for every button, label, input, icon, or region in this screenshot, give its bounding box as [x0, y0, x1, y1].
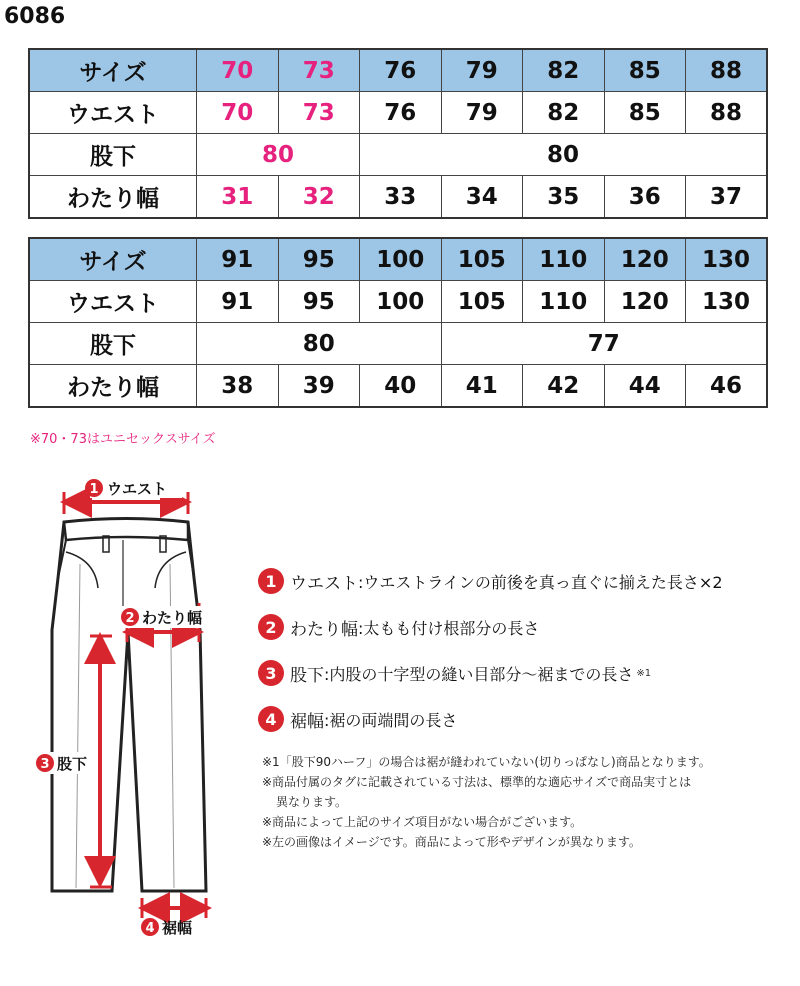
- definition-item: [258, 704, 788, 734]
- size-cell: 120: [604, 238, 686, 281]
- definition-description: :ウエストラインの前後を真っ直ぐに揃えた長さ×2: [358, 572, 723, 592]
- size-cell: 76: [360, 49, 442, 92]
- note-line: ※1「股下90ハーフ」の場合は裾が縫われていない(切りっぱなし)商品となります。: [262, 755, 711, 769]
- definition-item: [258, 612, 788, 642]
- size-cell: 70: [197, 49, 279, 92]
- size-table-2: [28, 237, 768, 408]
- size-cell: 110: [523, 238, 605, 281]
- definition-term: 股下: [290, 665, 324, 686]
- note-line: ※商品によって上記のサイズ項目がない場合がございます。: [262, 815, 583, 829]
- size-cell: 82: [523, 49, 605, 92]
- size-cell: 95: [278, 238, 360, 281]
- waist-cell: 120: [604, 281, 686, 323]
- inseam-row: [29, 134, 767, 176]
- waist-cell: 82: [523, 92, 605, 134]
- size-cell: 100: [360, 238, 442, 281]
- waist-measure: [64, 476, 188, 514]
- inseam-cell: 80: [197, 323, 442, 365]
- thigh-cell: 46: [686, 365, 768, 408]
- thigh-cell: 36: [604, 176, 686, 219]
- waist-cell: 73: [278, 92, 360, 134]
- size-cell: 105: [441, 238, 523, 281]
- thigh-cell: 37: [686, 176, 768, 219]
- definition-description: :内股の十字型の縫い目部分〜裾までの長さ: [324, 664, 634, 684]
- definition-item: [258, 566, 788, 596]
- definition-term: ウエスト: [290, 573, 358, 594]
- waist-row: [29, 92, 767, 134]
- row-label: サイズ: [29, 238, 197, 281]
- thigh-row: [29, 365, 767, 408]
- notes: [262, 752, 782, 852]
- thigh-cell: 34: [441, 176, 523, 219]
- thigh-cell: 39: [278, 365, 360, 408]
- number-badge-icon: 4: [258, 706, 284, 732]
- model-number: 6086: [4, 4, 66, 29]
- waist-cell: 91: [197, 281, 279, 323]
- thigh-cell: 32: [278, 176, 360, 219]
- waist-cell: 79: [441, 92, 523, 134]
- waist-cell: 130: [686, 281, 768, 323]
- hem-measure: [141, 898, 206, 937]
- size-row: [29, 238, 767, 281]
- definition-item: [258, 658, 788, 688]
- thigh-cell: 35: [523, 176, 605, 219]
- row-label: サイズ: [29, 49, 197, 92]
- inseam-label: 股下: [57, 755, 88, 773]
- thigh-cell: 41: [441, 365, 523, 408]
- definition-description: :裾の両端間の長さ: [324, 710, 458, 730]
- badge-1-number: 1: [89, 482, 99, 497]
- waist-cell: 70: [197, 92, 279, 134]
- size-cell: 91: [197, 238, 279, 281]
- note-line: ※商品付属のタグに記載されている寸法は、標準的な適応サイズで商品実寸とは: [262, 775, 692, 789]
- measurement-definitions: [258, 566, 788, 750]
- pants-diagram: [0, 460, 250, 986]
- size-table-1: [28, 48, 768, 219]
- waist-label: ウエスト: [107, 480, 168, 498]
- waist-cell: 110: [523, 281, 605, 323]
- waist-cell: 105: [441, 281, 523, 323]
- size-cell: 88: [686, 49, 768, 92]
- thigh-cell: 44: [604, 365, 686, 408]
- note-line: 異なります。: [276, 795, 348, 809]
- thigh-cell: 33: [360, 176, 442, 219]
- row-label: 股下: [29, 323, 197, 365]
- inseam-row: [29, 323, 767, 365]
- inseam-cell: 80: [197, 134, 360, 176]
- row-label: わたり幅: [29, 176, 197, 219]
- badge-4-number: 4: [145, 921, 155, 936]
- number-badge-icon: 2: [258, 614, 284, 640]
- waist-row: [29, 281, 767, 323]
- badge-2-number: 2: [125, 611, 135, 626]
- waist-cell: 76: [360, 92, 442, 134]
- size-row: [29, 49, 767, 92]
- size-cell: 79: [441, 49, 523, 92]
- size-cell: 73: [278, 49, 360, 92]
- thigh-cell: 42: [523, 365, 605, 408]
- hem-label: 裾幅: [162, 919, 193, 937]
- thigh-row: [29, 176, 767, 219]
- waist-cell: 88: [686, 92, 768, 134]
- thigh-cell: 38: [197, 365, 279, 408]
- thigh-cell: 40: [360, 365, 442, 408]
- row-label: ウエスト: [29, 92, 197, 134]
- inseam-cell: 77: [441, 323, 767, 365]
- pants-outline: [52, 519, 206, 892]
- definition-description: :太もも付け根部分の長さ: [358, 618, 540, 638]
- size-cell: 85: [604, 49, 686, 92]
- waist-cell: 85: [604, 92, 686, 134]
- size-cell: 130: [686, 238, 768, 281]
- number-badge-icon: 3: [258, 660, 284, 686]
- number-badge-icon: 1: [258, 568, 284, 594]
- inseam-cell: 80: [360, 134, 768, 176]
- definition-term: 裾幅: [290, 711, 324, 732]
- note-line: ※左の画像はイメージです。商品によって形やデザインが異なります。: [262, 835, 641, 849]
- waist-cell: 100: [360, 281, 442, 323]
- footnote-ref: ※1: [636, 667, 652, 679]
- definition-term: わたり幅: [290, 619, 358, 640]
- row-label: ウエスト: [29, 281, 197, 323]
- badge-3-number: 3: [40, 757, 50, 772]
- unisex-note: ※70・73はユニセックスサイズ: [30, 432, 216, 447]
- row-label: 股下: [29, 134, 197, 176]
- waist-cell: 95: [278, 281, 360, 323]
- row-label: わたり幅: [29, 365, 197, 408]
- thigh-label: わたり幅: [142, 609, 203, 627]
- thigh-cell: 31: [197, 176, 279, 219]
